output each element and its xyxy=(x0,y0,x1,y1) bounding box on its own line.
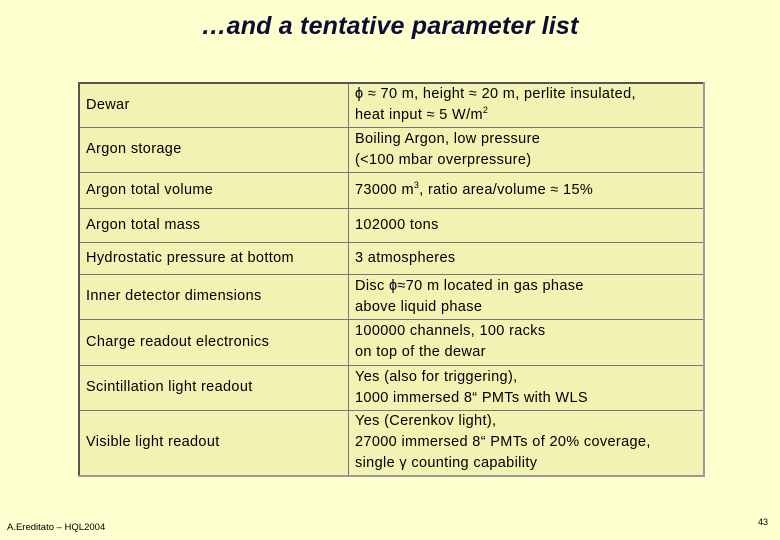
table-row xyxy=(79,365,704,410)
table-row xyxy=(79,274,704,319)
table-row xyxy=(79,83,704,127)
table-row xyxy=(79,172,704,208)
param-label: Inner detector dimensions xyxy=(79,274,349,319)
table-row xyxy=(79,242,704,274)
param-value: 3 atmospheres xyxy=(349,242,705,274)
param-label: Scintillation light readout xyxy=(79,365,349,410)
param-value: 102000 tons xyxy=(349,208,705,242)
param-value: Yes (Cerenkov light), 27000 immersed 8“ PMTs of 20% coverage, single γ counting capability xyxy=(349,410,705,476)
param-label: Dewar xyxy=(79,83,349,127)
param-value: Boiling Argon, low pressure (<100 mbar overpressure) xyxy=(349,127,705,172)
param-value: Disc ϕ≈70 m located in gas phase above liquid phase xyxy=(349,274,705,319)
param-label: Argon storage xyxy=(79,127,349,172)
param-label: Charge readout electronics xyxy=(79,319,349,365)
param-label: Visible light readout xyxy=(79,410,349,476)
param-value: 100000 channels, 100 racks on top of the dewar xyxy=(349,319,705,365)
param-value: Yes (also for triggering), 1000 immersed 8“ PMTs with WLS xyxy=(349,365,705,410)
param-label: Argon total mass xyxy=(79,208,349,242)
table-row xyxy=(79,319,704,365)
table-row xyxy=(79,208,704,242)
param-value: ϕ ≈ 70 m, height ≈ 20 m, perlite insulated, heat input ≈ 5 $W/m^2$ xyxy=(349,83,705,127)
param-label: Argon total volume xyxy=(79,172,349,208)
param-value: 73000 $m^3$, ratio area/volume ≈ 15% xyxy=(349,172,705,208)
table-row xyxy=(79,410,704,476)
page-number: 43 xyxy=(758,517,769,527)
parameter-table xyxy=(78,82,705,477)
param-label: Hydrostatic pressure at bottom xyxy=(79,242,349,274)
footer-author: A.Ereditato – HQL2004 xyxy=(7,522,106,533)
table-row xyxy=(79,127,704,172)
slide-title: …and a tentative parameter list xyxy=(201,12,579,40)
